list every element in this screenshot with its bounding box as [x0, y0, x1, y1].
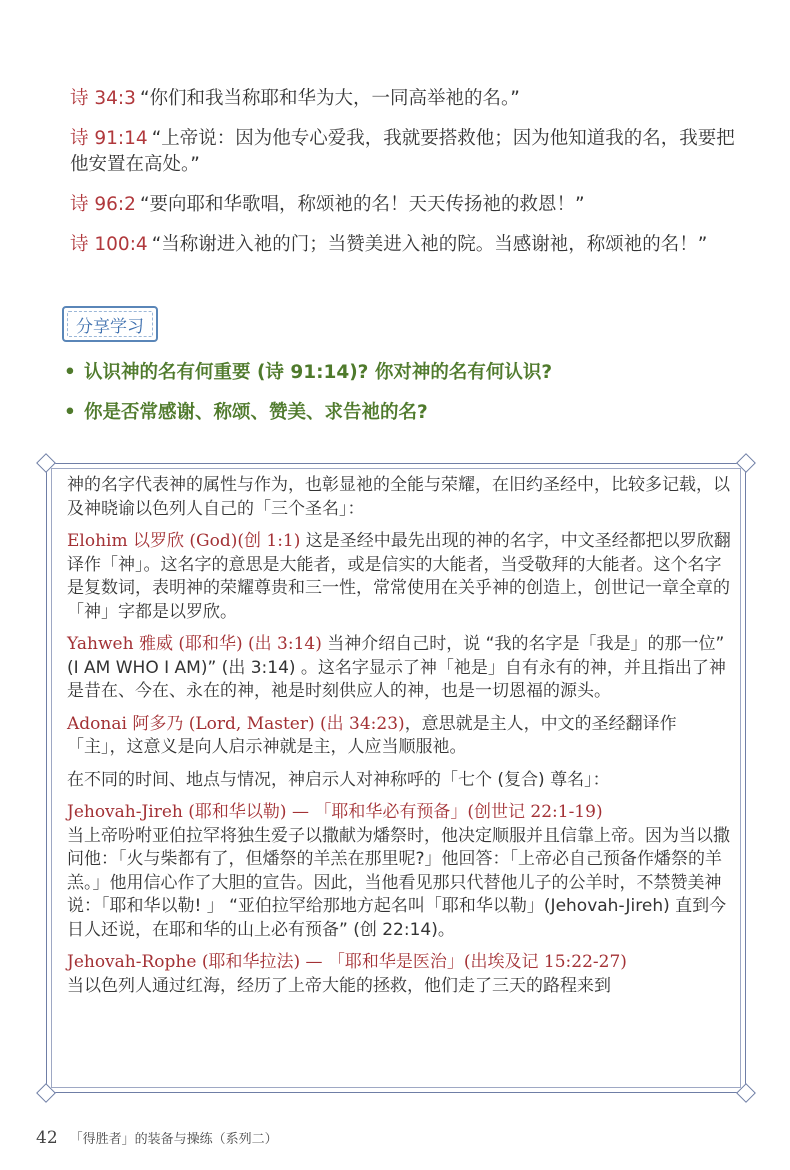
name-title: Elohim 以罗欣 (God)(创 1:1) — [67, 531, 301, 551]
box-intro: 神的名字代表神的属性与作为，也彰显祂的全能与荣耀，在旧约圣经中，比较多记载，以及神晓谕以色列人自己的「三个圣名」： — [67, 475, 730, 519]
verse-reference: 诗 34:3 — [70, 88, 136, 109]
name-description: 当上帝吩咐亚伯拉罕将独生爱子以撒献为燔祭时，他决定顺服并且信靠上帝。因为当以撒问他：「火与柴都有了，但燔祭的羊羔在那里呢?」他回答：「上帝必自己预备作燔祭的羊羔。」他用信心作了大胆的宣告。因此，当他看见那只代替他儿子的公羊时，不禁赞美神说：「耶和华以勒! 」 “亚伯拉罕给那地方起名叫「耶和华以勒」(Jehovah-Jireh) 直到今日人还说，在耶和华的山上必有预备” (创 22:14)。 — [67, 825, 730, 940]
frame-corner-ornament — [736, 1083, 756, 1103]
frame-corner-ornament — [36, 1083, 56, 1103]
name-description: 当神介绍自己时，说 “我的名字是「我是」的那一位” (I AM WHO I AM)” (出 3:14) 。这名字显示了神「祂是」自有永有的神，并且指出了神是昔在、今在、永在的神，祂是时刻供应人的神，也是一切恩福的源头。 — [67, 634, 726, 701]
verse-reference: 诗 100:4 — [70, 234, 148, 255]
name-description: ，意思就是主人，中文的圣经翻译作「主」，这意义是向人启示神就是主，人应当顺服祂。 — [67, 713, 677, 757]
name-yahweh — [67, 633, 732, 704]
verse-psalm-34-3 — [70, 86, 740, 112]
verse-text: “当称谢进入祂的门；当赞美进入祂的院。当感谢祂，称颂祂的名！” — [151, 234, 708, 255]
bullet-icon: • — [64, 362, 76, 383]
name-title: Adonai 阿多乃 (Lord, Master) (出 34:23) — [67, 713, 405, 734]
page-footer — [36, 1128, 278, 1148]
page-number: 42 — [36, 1128, 58, 1148]
name-title: Jehovah-Rophe (耶和华拉法) — 「耶和华是医治」(出埃及记 15:22-27) — [67, 952, 627, 972]
discussion-questions — [64, 360, 754, 440]
name-jehovah-jireh — [67, 801, 732, 942]
question-text: 认识神的名有何重要 (诗 91:14)? 你对神的名有何认识? — [84, 362, 553, 383]
name-elohim — [67, 530, 732, 624]
name-description: 当以色列人通过红海，经历了上帝大能的拯救，他们走了三天的路程来到 — [67, 975, 611, 996]
verse-psalm-96-2 — [70, 192, 740, 218]
name-jehovah-rophe — [67, 951, 732, 998]
verse-text: “你们和我当称耶和华为大，一同高举祂的名。” — [139, 88, 520, 109]
book-title: 「得胜者」的装备与操练（系列二） — [69, 1132, 278, 1147]
frame-corner-ornament — [736, 453, 756, 473]
verse-text: “要向耶和华歌唱，称颂祂的名！天天传扬祂的救恩！” — [139, 194, 585, 215]
verse-reference: 诗 91:14 — [70, 128, 148, 149]
frame-corner-ornament — [36, 453, 56, 473]
verse-text: “上帝说：因为他专心爱我，我就要搭救他；因为他知道我的名，我要把他安置在高处。” — [70, 128, 735, 175]
box-content — [67, 474, 732, 1007]
section-label-text: 分享学习 — [76, 316, 144, 337]
question-item — [64, 400, 754, 426]
name-description: 这是圣经中最先出现的神的名字，中文圣经都把以罗欣翻译作「神」。这名字的意思是大能者，或是信实的大能者，当受敬拜的大能者。这个名字是复数词，表明神的荣耀尊贵和三一性，常常使用在关乎神的创造上，创世记一章全章的「神」字都是以罗欣。 — [67, 531, 731, 622]
bullet-icon: • — [64, 402, 76, 423]
question-item — [64, 360, 754, 386]
verse-list — [70, 86, 740, 272]
name-adonai — [67, 713, 732, 760]
question-text: 你是否常感谢、称颂、赞美、求告祂的名? — [84, 402, 428, 423]
verse-reference: 诗 96:2 — [70, 194, 136, 215]
verse-psalm-100-4 — [70, 232, 740, 258]
name-title: Jehovah-Jireh (耶和华以勒) — 「耶和华必有预备」(创世记 22:1-19) — [67, 802, 603, 822]
section-label-sharing — [62, 306, 158, 342]
box-transition: 在不同的时间、地点与情况，神启示人对神称呼的「七个 (复合) 尊名」： — [67, 769, 610, 790]
verse-psalm-91-14 — [70, 126, 740, 178]
name-title: Yahweh 雅威 (耶和华) (出 3:14) — [67, 634, 322, 654]
names-of-god-box — [46, 463, 746, 1093]
